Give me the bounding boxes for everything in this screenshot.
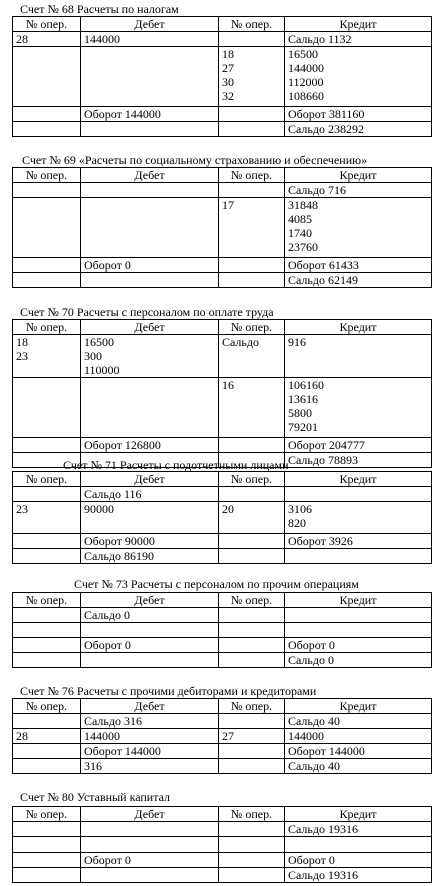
table-row: [13, 378, 432, 438]
table-row: [13, 335, 432, 378]
table-cell-op-credit: [219, 534, 285, 549]
account-table: [12, 592, 432, 668]
table-cell-credit: [285, 32, 432, 47]
account-title: Счет № 68 Расчеты по налогам: [20, 2, 179, 16]
cell-line: 916: [288, 335, 306, 349]
cell-line: Сальдо 40: [288, 759, 341, 773]
table-cell-op-credit: [219, 714, 285, 729]
table-cell-debit: [81, 853, 219, 868]
cell-line: Оборот 126800: [84, 438, 161, 452]
table-cell-credit: [285, 453, 432, 468]
table-cell-op-debit: [13, 183, 81, 198]
column-header: Кредит: [285, 699, 432, 714]
table-cell-op-debit: [13, 759, 81, 774]
cell-line: Сальдо 238292: [288, 122, 365, 136]
table-cell-op-credit: [219, 638, 285, 653]
cell-line: 5800: [288, 406, 312, 420]
table-cell-debit: [81, 107, 219, 122]
table-cell-credit: [285, 183, 432, 198]
table-cell-debit: [81, 608, 219, 623]
table-cell-credit: [285, 638, 432, 653]
account-table: [12, 698, 432, 774]
cell-line: Сальдо 78893: [288, 453, 359, 467]
cell-line: 17: [222, 198, 234, 212]
table-cell-debit: [81, 729, 219, 744]
table-cell-credit: [285, 714, 432, 729]
cell-line: 27: [222, 729, 234, 743]
cell-line: Сальдо 716: [288, 183, 347, 197]
table-cell-op-credit: [219, 853, 285, 868]
cell-line: 90000: [84, 502, 114, 516]
column-header: № опер.: [13, 699, 81, 714]
table-row: [13, 107, 432, 122]
table-cell-op-debit: [13, 729, 81, 744]
cell-line: Сальдо 0: [288, 653, 335, 667]
column-header: № опер.: [219, 472, 285, 487]
column-header: Кредит: [285, 17, 432, 32]
table-cell-op-debit: [13, 608, 81, 623]
column-header: Дебет: [81, 320, 219, 335]
table-cell-debit: [81, 868, 219, 883]
cell-line: 144000: [288, 61, 324, 75]
table-cell-credit: [285, 378, 432, 438]
table-row: [13, 438, 432, 453]
cell-line: 16500: [288, 47, 318, 61]
table-cell-credit: [285, 487, 432, 502]
table-cell-op-credit: [219, 438, 285, 453]
table-cell-debit: [81, 653, 219, 668]
table-header-row: [13, 168, 432, 183]
table-cell-credit: [285, 438, 432, 453]
table-cell-credit: [285, 608, 432, 623]
cell-line: Оборот 144000: [84, 744, 161, 758]
cell-line: 316: [84, 759, 102, 773]
table-header-row: [13, 17, 432, 32]
column-header: Дебет: [81, 17, 219, 32]
table-cell-debit: [81, 623, 219, 638]
table-cell-op-debit: [13, 198, 81, 258]
table-cell-op-debit: [13, 853, 81, 868]
table-header-row: [13, 593, 432, 608]
table-cell-debit: [81, 549, 219, 564]
table-cell-debit: [81, 438, 219, 453]
table-cell-op-debit: [13, 534, 81, 549]
table-cell-op-credit: [219, 107, 285, 122]
table-cell-op-credit: [219, 822, 285, 837]
table-cell-op-debit: [13, 623, 81, 638]
table-row: [13, 729, 432, 744]
table-header-row: [13, 699, 432, 714]
table-cell-debit: [81, 258, 219, 273]
table-cell-debit: [81, 822, 219, 837]
table-cell-credit: [285, 868, 432, 883]
table-cell-op-debit: [13, 47, 81, 107]
table-cell-op-credit: [219, 32, 285, 47]
table-row: [13, 183, 432, 198]
column-header: Дебет: [81, 699, 219, 714]
account-table: [12, 319, 432, 468]
table-cell-debit: [81, 759, 219, 774]
account-title: Счет № 80 Уставный капитал: [20, 790, 171, 804]
table-cell-debit: [81, 837, 219, 853]
table-cell-op-credit: [219, 549, 285, 564]
column-header: Кредит: [285, 320, 432, 335]
cell-line: Сальдо 116: [84, 487, 142, 501]
table-cell-debit: [81, 378, 219, 438]
table-cell-op-debit: [13, 273, 81, 288]
table-cell-op-debit: [13, 653, 81, 668]
cell-line: 13616: [288, 392, 318, 406]
table-cell-credit: [285, 122, 432, 137]
cell-line: 112000: [288, 75, 324, 89]
table-cell-debit: [81, 487, 219, 502]
table-cell-op-credit: [219, 122, 285, 137]
table-cell-op-credit: [219, 47, 285, 107]
column-header: Кредит: [285, 472, 432, 487]
table-row: [13, 502, 432, 534]
table-row: [13, 32, 432, 47]
cell-line: 28: [16, 32, 28, 46]
cell-line: Сальдо 62149: [288, 273, 359, 287]
table-cell-credit: [285, 729, 432, 744]
cell-line: Сальдо 19316: [288, 868, 359, 882]
account-table: [12, 16, 432, 137]
cell-line: Сальдо 40: [288, 714, 341, 728]
column-header: № опер.: [219, 593, 285, 608]
table-cell-op-credit: [219, 653, 285, 668]
table-cell-credit: [285, 744, 432, 759]
table-cell-op-credit: [219, 744, 285, 759]
table-row: [13, 122, 432, 137]
account-table: [12, 167, 432, 288]
table-cell-debit: [81, 122, 219, 137]
cell-line: Сальдо 0: [84, 608, 131, 622]
cell-line: 144000: [84, 32, 120, 46]
table-cell-credit: [285, 502, 432, 534]
cell-line: Сальдо 1132: [288, 32, 352, 46]
table-cell-debit: [81, 502, 219, 534]
table-row: [13, 638, 432, 653]
table-cell-debit: [81, 335, 219, 378]
table-cell-credit: [285, 853, 432, 868]
table-cell-op-credit: [219, 729, 285, 744]
column-header: № опер.: [13, 472, 81, 487]
table-cell-op-debit: [13, 744, 81, 759]
cell-line: Сальдо 316: [84, 714, 143, 728]
table-cell-credit: [285, 273, 432, 288]
table-cell-op-credit: [219, 759, 285, 774]
table-row: [13, 714, 432, 729]
table-cell-op-debit: [13, 549, 81, 564]
cell-line: Оборот 0: [84, 853, 131, 867]
cell-line: 144000: [84, 729, 120, 743]
table-cell-op-debit: [13, 487, 81, 502]
column-header: № опер.: [13, 320, 81, 335]
cell-line: 23760: [288, 240, 318, 254]
column-header: № опер.: [219, 320, 285, 335]
table-cell-debit: [81, 534, 219, 549]
cell-line: 18: [222, 47, 234, 61]
table-cell-op-debit: [13, 378, 81, 438]
cell-line: 16500: [84, 335, 114, 349]
table-cell-credit: [285, 258, 432, 273]
cell-line: Сальдо 19316: [288, 822, 359, 836]
cell-line: 20: [222, 502, 234, 516]
table-cell-op-debit: [13, 638, 81, 653]
column-header: Дебет: [81, 472, 219, 487]
table-cell-op-debit: [13, 868, 81, 883]
cell-line: Оборот 0: [288, 853, 335, 867]
table-row: [13, 258, 432, 273]
table-cell-op-debit: [13, 107, 81, 122]
cell-line: 3106: [288, 502, 312, 516]
account-title: Счет № 71 Расчеты с подотчетными лицами: [63, 458, 289, 472]
column-header: № опер.: [219, 168, 285, 183]
cell-line: Оборот 3926: [288, 534, 353, 548]
table-cell-debit: [81, 638, 219, 653]
cell-line: Оборот 144000: [288, 744, 365, 758]
column-header: № опер.: [219, 17, 285, 32]
account-title: Счет № 69 «Расчеты по социальному страхованию и обеспечению»: [22, 153, 368, 167]
table-cell-credit: [285, 623, 432, 638]
table-cell-op-debit: [13, 502, 81, 534]
table-cell-debit: [81, 183, 219, 198]
table-row: [13, 273, 432, 288]
table-cell-debit: [81, 198, 219, 258]
table-cell-debit: [81, 273, 219, 288]
table-row: [13, 653, 432, 668]
table-header-row: [13, 472, 432, 487]
table-row: [13, 759, 432, 774]
table-cell-credit: [285, 198, 432, 258]
table-cell-op-debit: [13, 714, 81, 729]
cell-line: Оборот 0: [84, 258, 131, 272]
column-header: № опер.: [219, 699, 285, 714]
cell-line: 27: [222, 61, 234, 75]
column-header: Дебет: [81, 593, 219, 608]
account-title: Счет № 73 Расчеты с персоналом по прочим операциям: [74, 577, 359, 591]
cell-line: 28: [16, 729, 28, 743]
cell-line: Оборот 144000: [84, 107, 161, 121]
table-row: [13, 534, 432, 549]
table-cell-credit: [285, 47, 432, 107]
table-row: [13, 623, 432, 638]
table-cell-credit: [285, 107, 432, 122]
cell-line: 30: [222, 75, 234, 89]
table-cell-op-credit: [219, 198, 285, 258]
cell-line: Сальдо 86190: [84, 549, 155, 563]
table-row: [13, 608, 432, 623]
table-cell-op-debit: [13, 822, 81, 837]
table-cell-op-credit: [219, 868, 285, 883]
table-cell-credit: [285, 759, 432, 774]
table-row: [13, 198, 432, 258]
cell-line: 31848: [288, 198, 318, 212]
table-cell-op-debit: [13, 837, 81, 853]
table-row: [13, 549, 432, 564]
column-header: № опер.: [13, 17, 81, 32]
cell-line: 106160: [288, 378, 324, 392]
table-cell-op-debit: [13, 258, 81, 273]
column-header: Кредит: [285, 807, 432, 822]
table-cell-op-debit: [13, 122, 81, 137]
cell-line: 4085: [288, 212, 312, 226]
table-cell-debit: [81, 744, 219, 759]
column-header: Дебет: [81, 807, 219, 822]
table-cell-credit: [285, 335, 432, 378]
cell-line: 144000: [288, 729, 324, 743]
account-title: Счет № 76 Расчеты с прочими дебиторами и кредиторами: [20, 684, 317, 698]
cell-line: 820: [288, 516, 306, 530]
table-cell-op-debit: [13, 335, 81, 378]
table-cell-op-credit: [219, 608, 285, 623]
cell-line: 108660: [288, 89, 324, 103]
table-cell-credit: [285, 653, 432, 668]
cell-line: Оборот 381160: [288, 107, 365, 121]
table-row: [13, 853, 432, 868]
table-header-row: [13, 320, 432, 335]
column-header: № опер.: [13, 168, 81, 183]
column-header: № опер.: [219, 807, 285, 822]
cell-line: 110000: [84, 363, 120, 377]
table-cell-op-credit: [219, 258, 285, 273]
cell-line: Оборот 61433: [288, 258, 359, 272]
table-cell-credit: [285, 549, 432, 564]
table-cell-op-credit: [219, 623, 285, 638]
account-table: [12, 471, 432, 564]
cell-line: 23: [16, 349, 28, 363]
cell-line: Сальдо: [222, 335, 260, 349]
column-header: № опер.: [13, 593, 81, 608]
table-cell-credit: [285, 822, 432, 837]
table-cell-op-credit: [219, 378, 285, 438]
table-cell-credit: [285, 837, 432, 853]
table-cell-op-credit: [219, 487, 285, 502]
cell-line: 23: [16, 502, 28, 516]
cell-line: 79201: [288, 420, 318, 434]
column-header: № опер.: [13, 807, 81, 822]
column-header: Кредит: [285, 168, 432, 183]
table-cell-op-credit: [219, 273, 285, 288]
table-row: [13, 47, 432, 107]
column-header: Дебет: [81, 168, 219, 183]
table-cell-op-credit: [219, 335, 285, 378]
table-cell-debit: [81, 47, 219, 107]
table-row: [13, 837, 432, 853]
table-row: [13, 822, 432, 837]
table-cell-debit: [81, 714, 219, 729]
table-cell-credit: [285, 534, 432, 549]
table-cell-op-credit: [219, 837, 285, 853]
table-row: [13, 487, 432, 502]
cell-line: 16: [222, 378, 234, 392]
cell-line: Оборот 0: [288, 638, 335, 652]
table-row: [13, 868, 432, 883]
cell-line: Оборот 204777: [288, 438, 365, 452]
table-cell-debit: [81, 32, 219, 47]
table-cell-op-debit: [13, 32, 81, 47]
table-cell-op-credit: [219, 502, 285, 534]
account-title: Счет № 70 Расчеты с персоналом по оплате труда: [20, 305, 274, 319]
table-header-row: [13, 807, 432, 822]
account-table: [12, 806, 432, 883]
table-row: [13, 744, 432, 759]
cell-line: 32: [222, 89, 234, 103]
column-header: Кредит: [285, 593, 432, 608]
cell-line: Оборот 0: [84, 638, 131, 652]
cell-line: 300: [84, 349, 102, 363]
table-cell-op-credit: [219, 183, 285, 198]
cell-line: 1740: [288, 226, 312, 240]
cell-line: 18: [16, 335, 28, 349]
table-cell-op-debit: [13, 438, 81, 453]
cell-line: Оборот 90000: [84, 534, 155, 548]
